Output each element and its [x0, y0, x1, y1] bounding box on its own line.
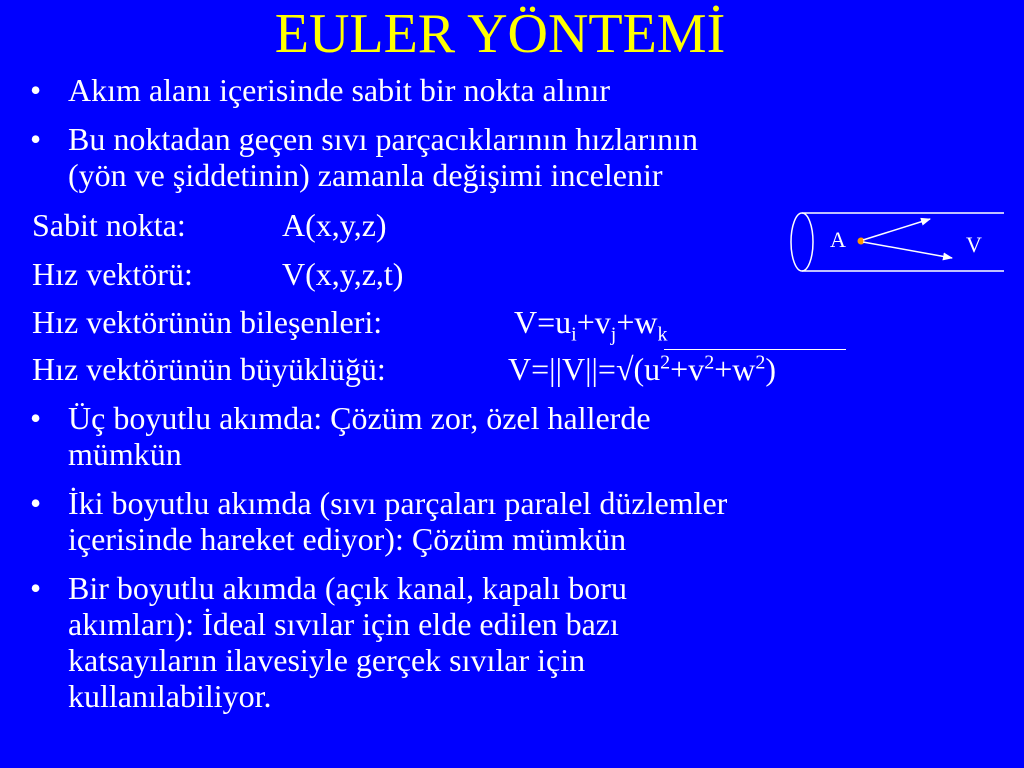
bullet-marker: •: [30, 570, 42, 606]
velocity-arrow-down: [863, 242, 952, 258]
fixed-point-value: A(x,y,z): [282, 207, 387, 243]
bullet-3-line-1: Üç boyutlu akımda: Çözüm zor, özel hallerde: [68, 400, 651, 436]
bullet-5-line-1: Bir boyutlu akımda (açık kanal, kapalı boru: [68, 570, 627, 606]
pipe-flow-diagram: [780, 205, 1020, 280]
velocity-arrow-up: [863, 219, 930, 240]
magnitude-formula: $V=||V||=√(u^2+v^2+w^2)$: [508, 351, 777, 387]
bullet-5-line-4: kullanılabiliyor.: [68, 678, 272, 714]
magnitude-label: Hız vektörünün büyüklüğü:: [32, 351, 386, 387]
bullet-marker: •: [30, 72, 42, 108]
bullet-marker: •: [30, 485, 42, 521]
bullet-5-line-2: akımları): İdeal sıvılar için elde edilen bazı: [68, 606, 619, 642]
vector-v-label: V: [966, 232, 982, 257]
velocity-vector-value: V(x,y,z,t): [282, 256, 404, 292]
bullet-4-line-2: içerisinde hareket ediyor): Çözüm mümkün: [68, 521, 627, 557]
bullet-2-line-2: (yön ve şiddetinin) zamanla değişimi incelenir: [68, 157, 663, 193]
bullet-3-line-2: mümkün: [68, 436, 182, 472]
point-a-marker: [858, 238, 865, 245]
velocity-vector-label: Hız vektörü:: [32, 256, 193, 292]
bullet-marker: •: [30, 121, 42, 157]
components-formula: $V=u_i+v_j+w_k$: [514, 304, 668, 346]
sqrt-overline: [664, 349, 846, 350]
bullet-marker: •: [30, 400, 42, 436]
bullet-1-line-1: Akım alanı içerisinde sabit bir nokta alınır: [68, 72, 611, 108]
bullet-5-line-3: katsayıların ilavesiyle gerçek sıvılar için: [68, 642, 586, 678]
components-label: Hız vektörünün bileşenleri:: [32, 304, 383, 340]
point-a-label: A: [830, 227, 846, 252]
pipe-cross-section: [791, 213, 813, 271]
slide-title: EULER YÖNTEMİ: [274, 3, 726, 65]
bullet-4-line-1: İki boyutlu akımda (sıvı parçaları paralel düzlemler: [68, 485, 728, 521]
fixed-point-label: Sabit nokta:: [32, 207, 186, 243]
bullet-2-line-1: Bu noktadan geçen sıvı parçacıklarının hızlarının: [68, 121, 698, 157]
